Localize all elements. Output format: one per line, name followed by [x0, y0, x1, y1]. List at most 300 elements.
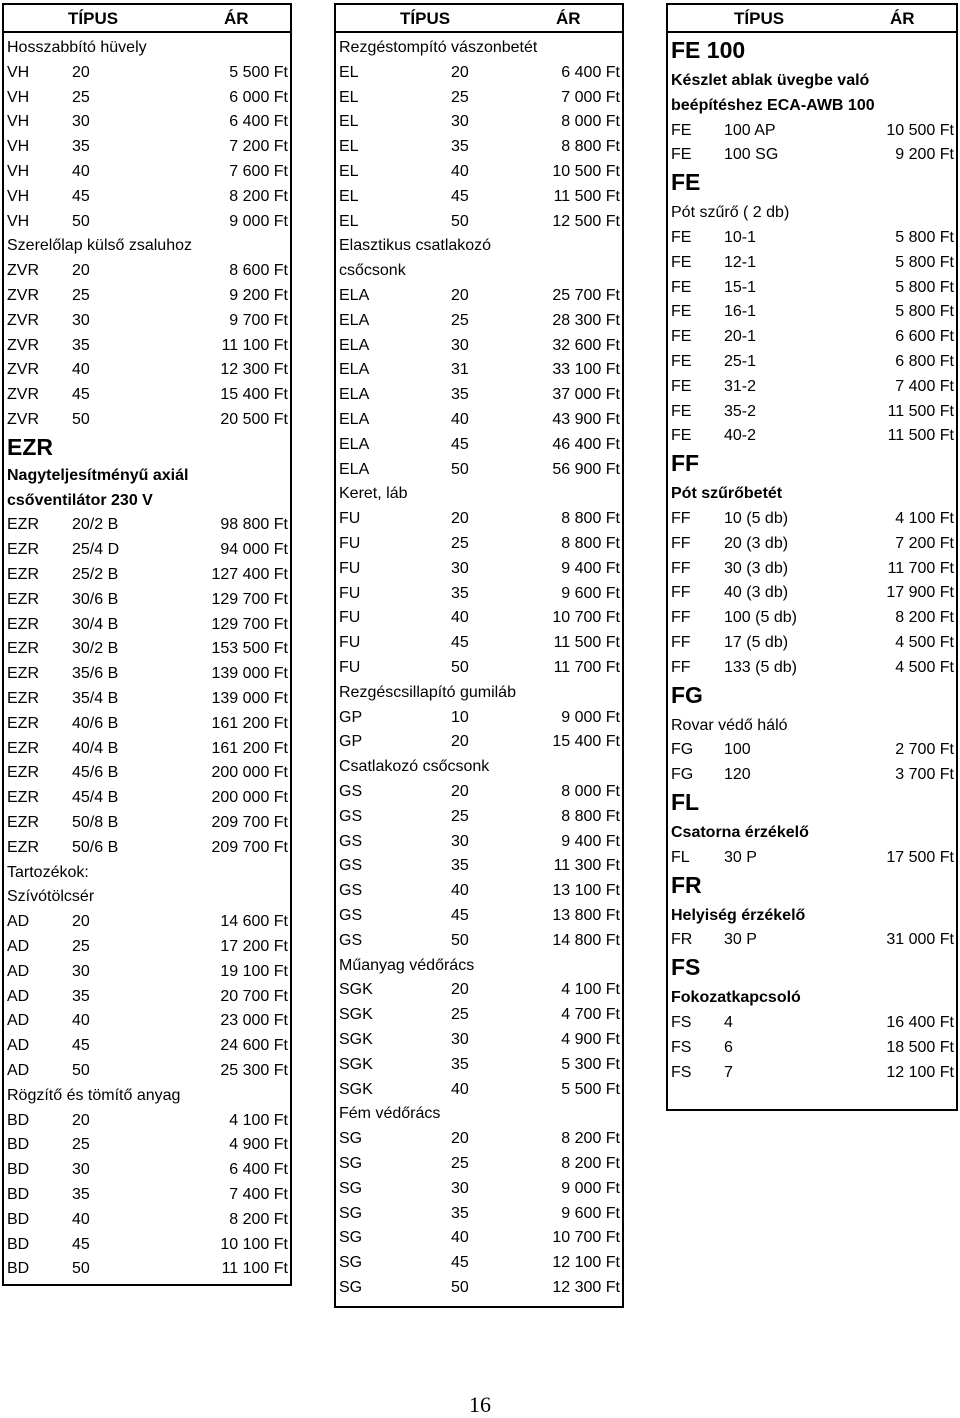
- table-row: [336, 805, 622, 829]
- price-value: 94 000 Ft: [220, 541, 288, 559]
- size-value: 45: [451, 907, 469, 924]
- section-heading: [4, 433, 290, 460]
- price-value: 3 700 Ft: [895, 766, 954, 784]
- size-value: 17 (5 db): [724, 634, 789, 651]
- price-value: 13 800 Ft: [552, 907, 620, 924]
- price-value: 9 200 Ft: [895, 146, 954, 164]
- size-value: 10 (5 db): [724, 510, 789, 527]
- table-row: [4, 284, 290, 308]
- size-value: 25-1: [724, 353, 757, 370]
- price-value: 19 100 Ft: [220, 962, 288, 980]
- table-row: [668, 400, 956, 424]
- table-row: [668, 631, 956, 655]
- page-number: 16: [469, 1392, 491, 1417]
- price-value: 5 500 Ft: [561, 1080, 620, 1098]
- type-code: SG: [339, 1279, 363, 1296]
- type-code: AD: [7, 987, 30, 1005]
- table-row: [336, 160, 622, 184]
- type-code: SGK: [339, 981, 373, 999]
- size-value: 30/4 B: [72, 615, 119, 633]
- size-value: 45: [72, 1037, 90, 1055]
- size-value: 50/8 B: [72, 814, 119, 831]
- table-row: [4, 160, 290, 184]
- type-code: GS: [339, 832, 363, 850]
- row-label: FE: [671, 169, 701, 196]
- price-value: 14 600 Ft: [220, 913, 288, 931]
- size-value: 35: [451, 1204, 469, 1222]
- type-code: GP: [339, 708, 363, 726]
- price-value: 43 900 Ft: [552, 411, 620, 428]
- table-row: [4, 334, 290, 358]
- price-value: 11 300 Ft: [553, 857, 620, 875]
- price-value: 200 000 Ft: [211, 789, 288, 807]
- group-title: [336, 234, 622, 258]
- type-code: FU: [339, 559, 361, 577]
- section-subtitle: [4, 489, 290, 513]
- price-value: 2 700 Ft: [895, 741, 954, 759]
- table-row: [4, 110, 290, 134]
- group-title: [336, 482, 622, 506]
- price-value: 37 000 Ft: [552, 386, 620, 404]
- table-row: [4, 1009, 290, 1033]
- table-row: [4, 1059, 290, 1083]
- size-value: 50: [451, 212, 469, 230]
- type-code: BD: [7, 1136, 30, 1154]
- table-row: [4, 786, 290, 810]
- type-code: VH: [7, 113, 30, 131]
- table-row: [4, 712, 290, 736]
- size-value: 25: [451, 1006, 469, 1024]
- section-subtitle: [668, 482, 956, 506]
- price-value: 161 200 Ft: [211, 739, 288, 757]
- type-header: TÍPUS: [400, 9, 451, 28]
- section-heading: [668, 449, 956, 477]
- size-value: 100 SG: [724, 146, 779, 164]
- price-value: 9 000 Ft: [561, 708, 620, 726]
- size-value: 40: [72, 1210, 90, 1228]
- group-title: [336, 1102, 622, 1126]
- section-subtitle: [668, 986, 956, 1010]
- size-value: 25: [451, 807, 469, 825]
- row-label: Pót szűrő ( 2 db): [671, 204, 790, 222]
- size-value: 35-2: [724, 402, 757, 420]
- table-row: [668, 1036, 956, 1060]
- price-value: 8 800 Ft: [561, 807, 620, 825]
- type-code: FR: [671, 931, 693, 949]
- size-value: 31-2: [724, 377, 757, 395]
- price-value: 12 100 Ft: [552, 1254, 620, 1272]
- type-code: GS: [339, 907, 363, 924]
- price-value: 17 900 Ft: [886, 584, 954, 602]
- table-row: [4, 358, 290, 382]
- price-value: 18 500 Ft: [886, 1038, 954, 1056]
- table-row: [4, 1109, 290, 1133]
- table-row: [668, 507, 956, 531]
- group-title: [336, 954, 622, 978]
- table-row: [336, 532, 622, 556]
- section-heading: [668, 681, 956, 708]
- table-row: [336, 1276, 622, 1300]
- type-code: SG: [339, 1130, 363, 1148]
- table-row: [4, 309, 290, 333]
- table-row: [668, 581, 956, 605]
- size-value: 45: [451, 634, 469, 652]
- type-code: ZVR: [7, 361, 39, 379]
- price-value: 9 200 Ft: [229, 287, 288, 304]
- table-row: [336, 1177, 622, 1201]
- type-code: FE: [671, 402, 692, 420]
- row-label: Elasztikus csatlakozó: [339, 237, 492, 255]
- table-row: [668, 763, 956, 787]
- table-row: [4, 960, 290, 984]
- type-code: FF: [671, 559, 691, 577]
- type-code: GP: [339, 733, 363, 751]
- table-row: [336, 706, 622, 730]
- row-label: FS: [671, 954, 701, 981]
- price-value: 9 400 Ft: [561, 559, 620, 577]
- table-row: [4, 737, 290, 761]
- size-value: 50: [451, 1279, 469, 1296]
- size-value: 25: [451, 1155, 469, 1172]
- size-value: 7: [724, 1063, 733, 1081]
- type-code: EZR: [7, 838, 39, 856]
- price-table-column-1: [2, 3, 292, 1286]
- price-value: 56 900 Ft: [552, 460, 620, 478]
- size-value: 50: [72, 1062, 90, 1079]
- type-code: ELA: [339, 361, 370, 379]
- type-code: VH: [7, 63, 30, 81]
- table-row: [4, 259, 290, 283]
- type-code: SGK: [339, 1055, 373, 1073]
- price-value: 23 000 Ft: [220, 1012, 288, 1030]
- price-header: ÁR: [556, 9, 581, 28]
- price-value: 10 500 Ft: [552, 163, 620, 180]
- price-value: 200 000 Ft: [211, 764, 288, 782]
- price-value: 4 900 Ft: [561, 1031, 620, 1048]
- price-value: 11 500 Ft: [553, 634, 620, 652]
- table-row: [4, 538, 290, 562]
- price-value: 14 800 Ft: [552, 931, 620, 949]
- table-row: [336, 830, 622, 854]
- price-value: 4 500 Ft: [895, 634, 954, 651]
- table-row: [668, 532, 956, 556]
- type-code: BD: [7, 1210, 30, 1228]
- table-row: [336, 1127, 622, 1151]
- type-code: EL: [339, 212, 359, 230]
- table-row: [4, 1183, 290, 1207]
- size-value: 25/4 D: [72, 541, 120, 559]
- size-value: 35/4 B: [72, 690, 119, 707]
- table-row: [4, 985, 290, 1009]
- size-value: 133 (5 db): [724, 658, 797, 676]
- price-value: 5 800 Ft: [895, 253, 954, 271]
- table-row: [336, 358, 622, 382]
- type-code: FE: [671, 253, 692, 271]
- type-code: VH: [7, 187, 30, 205]
- size-value: 20: [72, 262, 90, 280]
- type-code: FE: [671, 303, 692, 321]
- type-code: EL: [339, 163, 359, 180]
- size-value: 30/2 B: [72, 640, 119, 658]
- group-title: [4, 861, 290, 885]
- table-row: [336, 904, 622, 928]
- type-code: AD: [7, 938, 30, 955]
- group-title: [4, 234, 290, 258]
- table-row: [336, 854, 622, 878]
- type-code: EL: [339, 63, 359, 81]
- size-value: 35: [72, 1186, 90, 1203]
- type-code: SG: [339, 1254, 363, 1272]
- price-value: 11 700 Ft: [887, 559, 954, 577]
- size-value: 40/4 B: [72, 739, 119, 757]
- type-code: EZR: [7, 789, 39, 807]
- table-row: [336, 408, 622, 432]
- price-value: 8 200 Ft: [229, 187, 288, 205]
- size-value: 100 (5 db): [724, 609, 797, 627]
- type-code: ELA: [339, 336, 370, 354]
- row-label: FL: [671, 789, 700, 815]
- table-row: [336, 1028, 622, 1052]
- price-value: 10 100 Ft: [220, 1235, 288, 1253]
- type-code: FG: [671, 741, 694, 759]
- type-code: FU: [339, 535, 361, 552]
- table-row: [4, 1158, 290, 1182]
- price-value: 9 700 Ft: [229, 311, 288, 329]
- table-row: [336, 458, 622, 482]
- table-row: [4, 86, 290, 110]
- table-row: [668, 350, 956, 374]
- table-row: [336, 135, 622, 159]
- size-value: 45: [72, 386, 90, 404]
- type-code: GS: [339, 783, 363, 800]
- table-row: [4, 1034, 290, 1058]
- table-row: [4, 61, 290, 85]
- table-row: [668, 606, 956, 630]
- type-code: VH: [7, 88, 30, 106]
- type-code: FU: [339, 510, 361, 528]
- type-code: FL: [671, 848, 690, 866]
- table-row: [336, 582, 622, 606]
- size-value: 45/4 B: [72, 789, 119, 807]
- section-heading: [668, 168, 956, 196]
- type-code: SGK: [339, 1006, 373, 1024]
- type-code: FE: [671, 229, 692, 246]
- size-value: 30 P: [724, 848, 757, 866]
- size-value: 30: [72, 1161, 90, 1179]
- table-row: [336, 1251, 622, 1275]
- row-label: Keret, láb: [339, 485, 408, 503]
- table-row: [4, 1257, 290, 1281]
- type-code: EZR: [7, 640, 39, 658]
- type-code: ZVR: [7, 287, 39, 304]
- size-value: 20 (3 db): [724, 534, 789, 552]
- section-heading: [668, 953, 956, 981]
- price-value: 10 700 Ft: [552, 609, 620, 627]
- size-value: 6: [724, 1038, 733, 1056]
- size-value: 30: [72, 962, 90, 980]
- size-value: 45: [451, 187, 469, 205]
- price-value: 8 600 Ft: [229, 262, 288, 280]
- price-value: 139 000 Ft: [211, 665, 288, 683]
- size-value: 30: [451, 336, 469, 354]
- type-code: VH: [7, 163, 30, 180]
- price-value: 8 000 Ft: [561, 783, 620, 800]
- size-value: 40: [72, 1012, 90, 1030]
- table-row: [4, 836, 290, 860]
- price-value: 25 300 Ft: [220, 1062, 288, 1079]
- price-value: 4 100 Ft: [229, 1111, 288, 1129]
- row-label: Nagyteljesítményű axiál: [7, 466, 189, 484]
- table-row: [336, 110, 622, 134]
- table-row: [668, 846, 956, 870]
- size-value: 50: [451, 931, 469, 949]
- type-code: EZR: [7, 516, 39, 534]
- type-header: TÍPUS: [68, 9, 119, 28]
- group-title: [336, 681, 622, 705]
- size-value: 30/6 B: [72, 590, 119, 608]
- type-code: FE: [671, 377, 692, 395]
- price-table-column-2: [334, 3, 624, 1308]
- price-value: 11 100 Ft: [221, 336, 288, 354]
- size-value: 35: [451, 386, 469, 404]
- size-value: 40: [451, 1080, 469, 1098]
- price-value: 4 900 Ft: [229, 1136, 288, 1154]
- price-value: 9 400 Ft: [561, 832, 620, 850]
- table-row: [4, 811, 290, 835]
- type-code: EZR: [7, 541, 39, 559]
- group-title: [336, 755, 622, 779]
- price-value: 209 700 Ft: [211, 838, 288, 856]
- price-value: 17 200 Ft: [220, 938, 288, 955]
- table-row: [668, 119, 956, 143]
- size-value: 30 P: [724, 931, 757, 949]
- table-header: [4, 5, 290, 33]
- size-value: 4: [724, 1014, 733, 1031]
- price-value: 6 400 Ft: [561, 63, 620, 81]
- section-heading: [668, 36, 956, 63]
- type-code: ELA: [339, 460, 370, 478]
- price-value: 8 800 Ft: [561, 138, 620, 156]
- price-value: 4 500 Ft: [895, 658, 954, 676]
- row-label: Pót szűrőbetét: [671, 485, 783, 503]
- table-row: [336, 978, 622, 1002]
- price-value: 5 300 Ft: [561, 1055, 620, 1073]
- price-value: 10 500 Ft: [886, 121, 954, 139]
- price-value: 7 200 Ft: [229, 138, 288, 156]
- price-value: 6 600 Ft: [895, 328, 954, 346]
- table-row: [668, 738, 956, 762]
- price-value: 6 800 Ft: [895, 353, 954, 370]
- type-code: EZR: [7, 739, 39, 757]
- table-row: [336, 284, 622, 308]
- table-row: [336, 730, 622, 754]
- table-row: [668, 424, 956, 448]
- size-value: 40: [72, 163, 90, 180]
- price-value: 8 200 Ft: [229, 1210, 288, 1228]
- size-value: 25: [451, 311, 469, 329]
- type-code: EZR: [7, 764, 39, 782]
- table-row: [4, 1133, 290, 1157]
- table-row: [4, 761, 290, 785]
- size-value: 100 AP: [724, 121, 776, 139]
- row-label: Tartozékok:: [7, 863, 89, 881]
- size-value: 40-2: [724, 427, 757, 445]
- table-row: [336, 334, 622, 358]
- size-value: 50: [72, 411, 90, 428]
- table-row: [336, 780, 622, 804]
- price-value: 17 500 Ft: [886, 848, 954, 866]
- group-title: [4, 36, 290, 60]
- price-value: 98 800 Ft: [220, 516, 288, 534]
- price-value: 9 600 Ft: [561, 584, 620, 602]
- table-row: [668, 557, 956, 581]
- row-label: Szerelőlap külső zsaluhoz: [7, 237, 192, 255]
- price-value: 11 500 Ft: [553, 187, 620, 205]
- row-label: EZR: [7, 433, 53, 460]
- table-row: [336, 1053, 622, 1077]
- size-value: 35: [72, 987, 90, 1005]
- size-value: 25/2 B: [72, 566, 119, 583]
- group-title: [4, 885, 290, 909]
- group-title: [4, 1084, 290, 1108]
- size-value: 20-1: [724, 328, 757, 346]
- price-value: 7 000 Ft: [561, 88, 620, 106]
- row-label: Rezgéscsillapító gumiláb: [339, 683, 516, 701]
- table-header: [336, 5, 622, 33]
- price-value: 11 100 Ft: [221, 1260, 288, 1278]
- type-code: GS: [339, 931, 363, 949]
- price-table-column-3: [666, 3, 958, 1111]
- table-row: [668, 226, 956, 250]
- type-code: GS: [339, 882, 363, 900]
- table-row: [4, 513, 290, 537]
- group-title: [336, 36, 622, 60]
- size-value: 25: [72, 287, 90, 304]
- type-code: EL: [339, 138, 359, 156]
- size-value: 30: [72, 113, 90, 131]
- size-value: 20: [451, 783, 469, 800]
- table-row: [336, 433, 622, 457]
- section-subtitle: [4, 464, 290, 488]
- row-label: Hosszabbító hüvely: [7, 39, 147, 56]
- size-value: 40: [451, 163, 469, 180]
- type-code: FS: [671, 1063, 692, 1081]
- row-label: FG: [671, 681, 703, 708]
- type-code: SG: [339, 1155, 363, 1172]
- table-row: [336, 1202, 622, 1226]
- price-value: 11 700 Ft: [553, 659, 620, 676]
- size-value: 35: [72, 138, 90, 156]
- type-code: BD: [7, 1161, 30, 1179]
- type-code: ELA: [339, 386, 370, 404]
- table-row: [668, 325, 956, 349]
- size-value: 16-1: [724, 303, 757, 321]
- size-value: 30: [451, 1179, 469, 1197]
- price-value: 8 200 Ft: [561, 1155, 620, 1172]
- price-value: 5 800 Ft: [895, 278, 954, 296]
- size-value: 35: [451, 138, 469, 156]
- row-label: csőcsonk: [339, 262, 406, 280]
- type-header: TÍPUS: [734, 9, 785, 28]
- type-code: FU: [339, 634, 361, 652]
- section-subtitle: [668, 94, 956, 118]
- table-row: [336, 656, 622, 680]
- table-row: [336, 879, 622, 903]
- size-value: 20/2 B: [72, 516, 119, 534]
- price-value: 7 400 Ft: [229, 1186, 288, 1203]
- size-value: 25: [451, 535, 469, 552]
- table-row: [336, 507, 622, 531]
